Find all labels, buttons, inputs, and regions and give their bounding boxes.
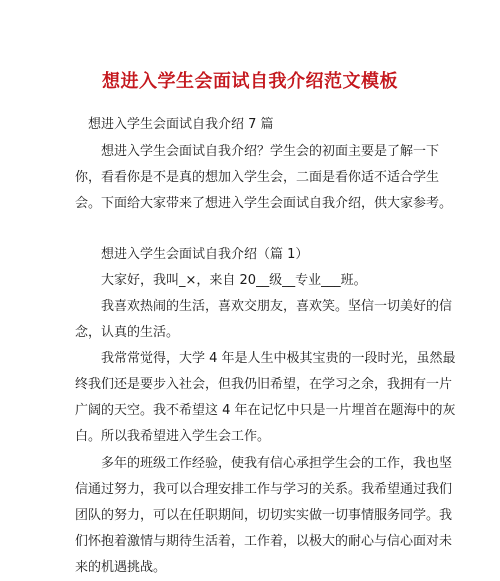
paragraph-line: 团队的努力，可以在任职期间，切切实实做一切事情服务同学。我	[75, 508, 453, 523]
paragraph-line: 广阔的天空。我不希望这 4 年在记忆中只是一片埋首在题海中的灰	[75, 403, 456, 418]
paragraph-line: 信通过努力，我可以合理安排工作与学习的关系。我希望通过我们	[75, 482, 453, 497]
document-subheading: 想进入学生会面试自我介绍 7 篇	[88, 117, 274, 132]
paragraph-line: 我喜欢热闹的生活，喜欢交朋友，喜欢笑。坚信一切美好的信	[101, 299, 453, 314]
paragraph-line: 我常常觉得，大学 4 年是人生中极其宝贵的一段时光，虽然最	[101, 351, 456, 366]
paragraph-line: 多年的班级工作经验，使我有信心承担学生会的工作，我也坚	[101, 456, 453, 471]
paragraph-line: 们怀抱着激情与期待生活着，工作着，以极大的耐心与信心面对未	[75, 534, 453, 549]
paragraph-line: 念，认真的生活。	[75, 325, 180, 340]
greeting-line: 大家好，我叫_×，来自 20__级__专业___班。	[101, 273, 367, 288]
paragraph-line: 终我们还是要步入社会，但我仍旧希望，在学习之余，我拥有一片	[75, 377, 453, 392]
section-heading: 想进入学生会面试自我介绍（篇 1）	[101, 247, 309, 262]
document-title: 想进入学生会面试自我介绍范文模板	[102, 71, 398, 92]
intro-line: 想进入学生会面试自我介绍？学生会的初面主要是了解一下	[101, 144, 440, 159]
paragraph-line: 白。所以我希望进入学生会工作。	[75, 429, 271, 444]
paragraph-line: 来的机遇挑战。	[75, 560, 167, 575]
intro-line: 会。下面给大家带来了想进入学生会面试自我介绍，供大家参考。	[75, 196, 453, 211]
intro-line: 你，看看你是不是真的想加入学生会，二面是看你适不适合学生	[75, 170, 440, 185]
